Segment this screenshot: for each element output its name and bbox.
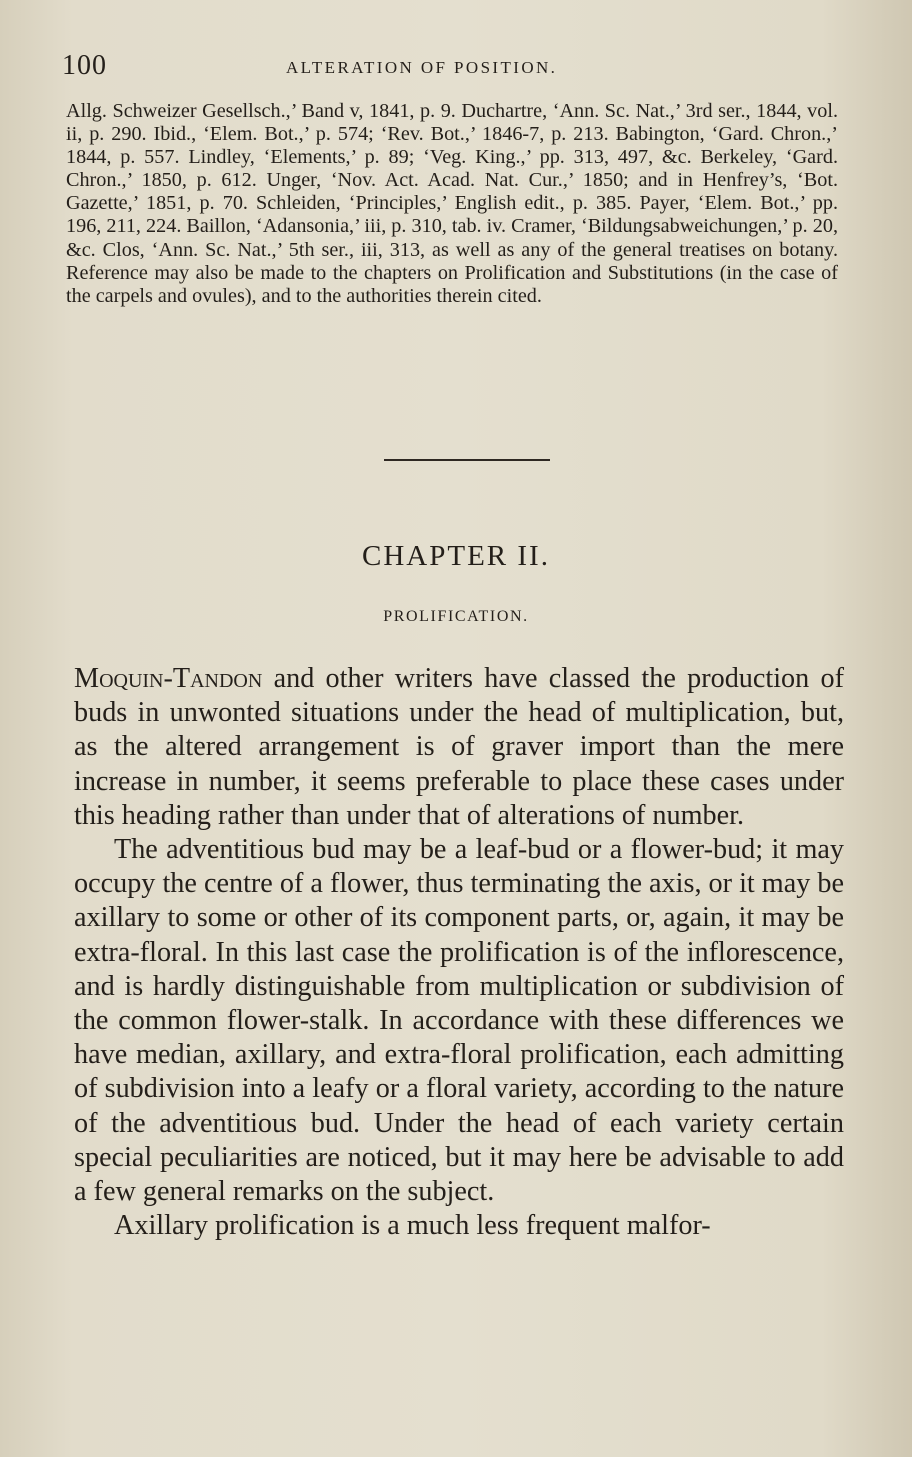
paragraph-text: and other writers have classed the production of buds in unwonted situations under the head of multiplication, but, as the altered arrangement is of graver import than the mere increase in number, it seems preferable to place these cases under this heading rather than under that of alterations of number. (74, 663, 844, 831)
chapter-subtitle: PROLIFICATION. (383, 608, 529, 625)
page-number: 100 (62, 50, 107, 81)
running-title: ALTERATION OF POSITION. (286, 58, 558, 77)
author-name: Moquin-Tandon (74, 663, 263, 694)
chapter-body (74, 662, 844, 1243)
body-paragraph-2: The adventitious bud may be a leaf-bud or a flower-bud; it may occupy the centre of a flower, thus terminating the axis, or it may be axillary to some or other of its component parts, or, again, it may be extra-floral. In this last case the prolification is of the inflorescence, and is hardly distinguishable from multiplication or subdivision of the common flower-stalk. In accordance with these differences we have median, axillary, and extra-floral prolification, each admitting of subdivision into a leafy or a floral variety, according to the nature of the adventitious bud. Under the head of each variety certain special peculiarities are noticed, but it may here be advisable to add a few general remarks on the subject. (74, 834, 844, 1208)
section-divider (384, 459, 550, 461)
body-paragraph-1 (74, 662, 844, 833)
references-paragraph: Allg. Schweizer Gesellsch.,’ Band v, 1841, p. 9. Duchartre, ‘Ann. Sc. Nat.,’ 3rd ser., 1844, vol. ii, p. 290. Ibid., ‘Elem. Bot.,’ p. 574; ‘Rev. Bot.,’ 1846-7, p. 213. Babington, ‘Gard. Chron.,’ 1844, p. 557. Lindley, ‘Elements,’ p. 89; ‘Veg. King.,’ pp. 313, 497, &c. Berkeley, ‘Gard. Chron.,’ 1850, p. 612. Unger, ‘Nov. Act. Acad. Nat. Cur.,’ 1850; and in Henfrey’s, ‘Bot. Gazette,’ 1851, p. 70. Schleiden, ‘Principles,’ English edit., p. 385. Payer, ‘Elem. Bot.,’ pp. 196, 211, 224. Baillon, ‘Adansonia,’ iii, p. 310, tab. iv. Cramer, ‘Bildungsabweichungen,’ p. 20, &c. Clos, ‘Ann. Sc. Nat.,’ 5th ser., iii, 313, as well as any of the general treatises on botany. Reference may also be made to the chapters on Prolification and Substitutions (in the case of the carpels and ovules), and to the authorities therein cited. (66, 100, 838, 307)
body-paragraph-3: Axillary prolification is a much less frequent malfor- (114, 1210, 711, 1242)
chapter-title: CHAPTER II. (362, 540, 550, 572)
running-head (62, 50, 852, 84)
